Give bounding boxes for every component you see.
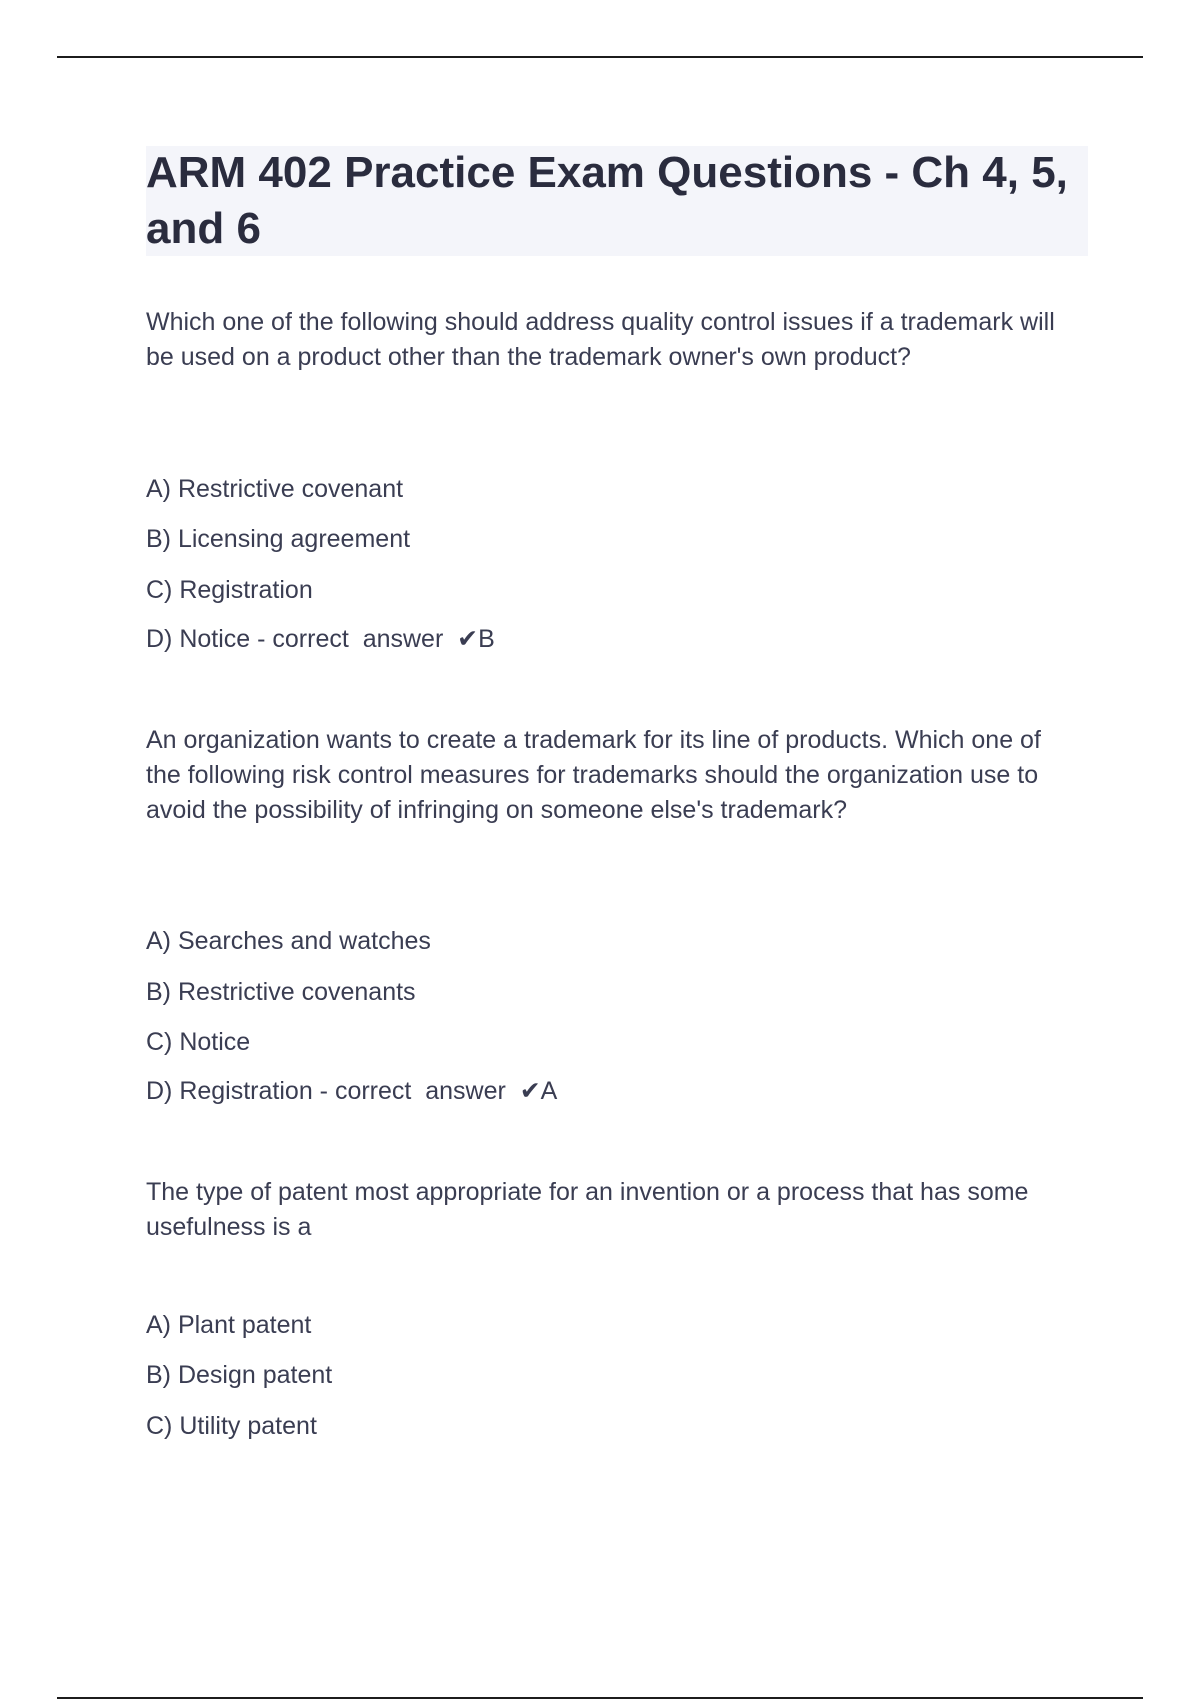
- question-2-option-c: C) Notice: [146, 1028, 251, 1056]
- question-2-option-d-answer: D) Registration - correct answer ✔A: [146, 1077, 558, 1105]
- question-1-option-c: C) Registration: [146, 576, 313, 604]
- question-2-text: An organization wants to create a trademark for its line of products. Which one of the following risk control measures for trademarks should the organization use to avoid the possibility of infringing on someone else's trademark?: [146, 726, 1041, 824]
- bottom-rule: [57, 1697, 1143, 1699]
- question-1-option-b: B) Licensing agreement: [146, 525, 411, 553]
- question-2-option-b: B) Restrictive covenants: [146, 978, 416, 1006]
- question-3-option-b: B) Design patent: [146, 1361, 333, 1389]
- question-3-option-c: C) Utility patent: [146, 1412, 317, 1440]
- question-2-option-a: A) Searches and watches: [146, 927, 431, 955]
- question-3-option-a: A) Plant patent: [146, 1311, 312, 1339]
- top-rule: [57, 56, 1143, 58]
- document-title: ARM 402 Practice Exam Questions - Ch 4, 5, and 6: [146, 148, 1068, 253]
- question-1-text: Which one of the following should address quality control issues if a trademark will be used on a product other than the trademark owner's own product?: [146, 308, 1055, 371]
- question-3-text: The type of patent most appropriate for an invention or a process that has some usefulness is a: [146, 1178, 1029, 1241]
- question-1-option-a: A) Restrictive covenant: [146, 475, 404, 503]
- question-1-option-d-answer: D) Notice - correct answer ✔B: [146, 625, 495, 653]
